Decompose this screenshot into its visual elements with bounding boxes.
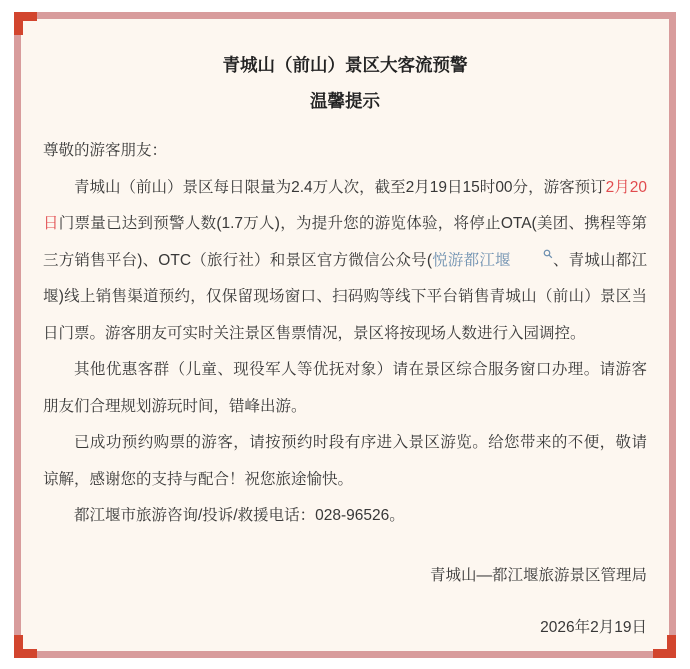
highlighted-date: 2月20日 xyxy=(43,178,647,232)
wechat-account-name: 悦游都江堰 xyxy=(432,251,511,269)
corner-accent-top-left xyxy=(14,12,37,35)
salutation: 尊敬的游客朋友： xyxy=(43,142,168,159)
paragraph-limit-warning xyxy=(43,170,647,353)
paragraph-hotline: 都江堰市旅游咨询/投诉/救援电话：028-96526。 xyxy=(74,507,405,524)
notice-card xyxy=(14,12,676,658)
search-icon xyxy=(512,249,553,259)
notice-title: 青城山（前山）景区大客流预警 xyxy=(222,55,468,75)
signature-organization: 青城山—都江堰旅游景区管理局 xyxy=(429,566,647,584)
notice-body xyxy=(21,133,669,535)
corner-accent-bottom-right xyxy=(653,635,676,658)
para1-text-before-date: 青城山（前山）景区每日限量为2.4万人次，截至2月19日15时00分，游客预订 xyxy=(74,178,606,196)
signature-block xyxy=(21,558,669,647)
wechat-account-link[interactable] xyxy=(432,252,553,269)
corner-accent-bottom-left xyxy=(14,635,37,658)
paragraph-discount-groups: 其他优惠客群（儿童、现役军人等优抚对象）请在景区综合服务窗口办理。请游客朋友们合理规划游玩时间，错峰出游。 xyxy=(43,361,647,415)
paragraph-booked-visitors: 已成功预约购票的游客，请按预约时段有序进入景区游览。给您带来的不便，敬请谅解，感谢您的支持与配合！祝您旅途愉快。 xyxy=(43,434,647,488)
para1-text-after-link: 、青城山都江堰)线上销售渠道预约，仅保留现场窗口、扫码购等线下平台销售青城山（前山）景区当日门票。游客朋友可实时关注景区售票情况，景区将按现场人数进行入园调控。 xyxy=(43,251,647,342)
para1-text-after-date: 门票量已达到预警人数(1.7万人)，为提升您的游览体验，将停止OTA(美团、携程等第三方销售平台)、OTC（旅行社）和景区官方微信公众号( xyxy=(43,215,647,269)
notice-subtitle: 温馨提示 xyxy=(310,91,380,111)
signature-date: 2026年2月19日 xyxy=(540,618,647,636)
